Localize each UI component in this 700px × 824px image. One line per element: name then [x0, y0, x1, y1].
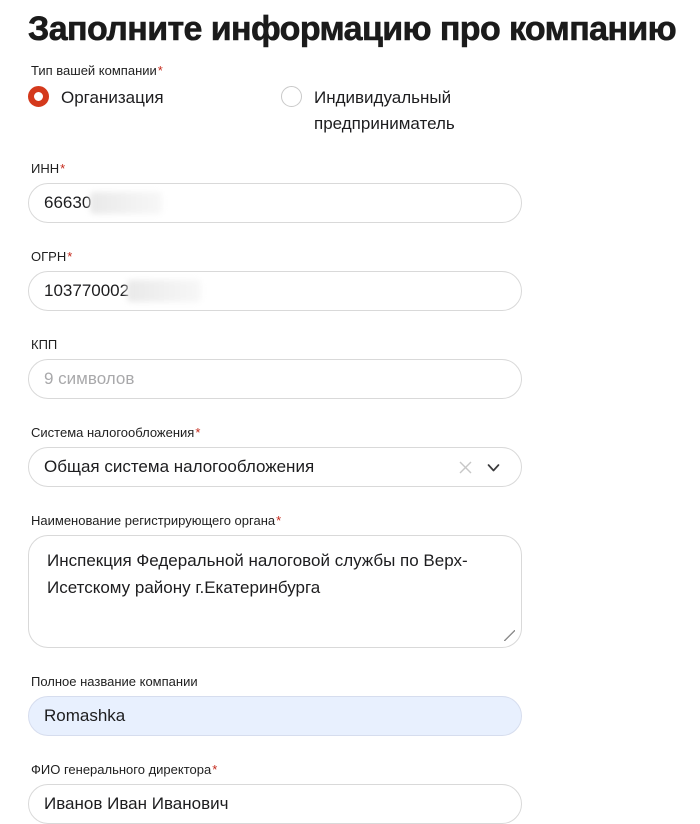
tax-system-label-text: Система налогообложения — [31, 425, 195, 440]
ceo-name-label — [31, 762, 522, 778]
radio-organization[interactable] — [28, 85, 281, 111]
registering-authority-textarea[interactable] — [28, 535, 522, 648]
radio-unselected-icon[interactable] — [281, 86, 302, 107]
kpp-group — [28, 337, 522, 399]
company-type-label-text: Тип вашей компании — [31, 63, 157, 78]
kpp-label-text: КПП — [31, 337, 58, 352]
tax-system-label — [31, 425, 522, 441]
ogrn-label — [31, 249, 522, 265]
company-full-name-label — [31, 674, 522, 690]
ogrn-group — [28, 249, 522, 311]
company-type-group — [28, 63, 522, 137]
required-asterisk: * — [67, 249, 73, 264]
ceo-name-input[interactable] — [28, 784, 522, 824]
form — [28, 63, 522, 824]
tax-system-group — [28, 425, 522, 487]
registering-authority-wrap — [28, 535, 522, 648]
registering-authority-label-text: Наименование регистрирующего органа — [31, 513, 276, 528]
ogrn-input[interactable] — [28, 271, 522, 311]
ceo-name-label-text: ФИО генерального директора — [31, 762, 212, 777]
chevron-down-icon[interactable] — [484, 458, 503, 477]
ogrn-input-wrap — [28, 271, 522, 311]
registering-authority-label — [31, 513, 522, 529]
company-type-label — [31, 63, 522, 79]
company-full-name-input[interactable] — [28, 696, 522, 736]
radio-individual-entrepreneur[interactable] — [281, 85, 486, 137]
radio-selected-icon[interactable] — [28, 86, 49, 107]
required-asterisk: * — [195, 425, 201, 440]
inn-group — [28, 161, 522, 223]
ogrn-label-text: ОГРН — [31, 249, 67, 264]
required-asterisk: * — [212, 762, 218, 777]
tax-system-selected-value: Общая система налогообложения — [44, 457, 315, 476]
kpp-input[interactable] — [28, 359, 522, 399]
radio-individual-entrepreneur-label: Индивидуальный предприниматель — [314, 88, 455, 133]
inn-input-wrap — [28, 183, 522, 223]
required-asterisk: * — [157, 63, 163, 78]
ceo-name-group — [28, 762, 522, 824]
company-full-name-label-text: Полное название компании — [31, 674, 198, 689]
tax-system-select[interactable] — [28, 447, 522, 487]
required-asterisk: * — [60, 161, 66, 176]
company-type-options — [28, 85, 522, 137]
page-title: Заполните информацию про компанию — [28, 10, 677, 48]
company-full-name-group — [28, 674, 522, 736]
required-asterisk: * — [276, 513, 282, 528]
registering-authority-group — [28, 513, 522, 648]
radio-organization-label: Организация — [61, 88, 164, 107]
inn-input[interactable] — [28, 183, 522, 223]
kpp-label — [31, 337, 522, 353]
inn-label-text: ИНН — [31, 161, 60, 176]
clear-icon[interactable] — [456, 458, 475, 477]
tax-system-select-icons — [456, 458, 503, 477]
inn-label — [31, 161, 522, 177]
